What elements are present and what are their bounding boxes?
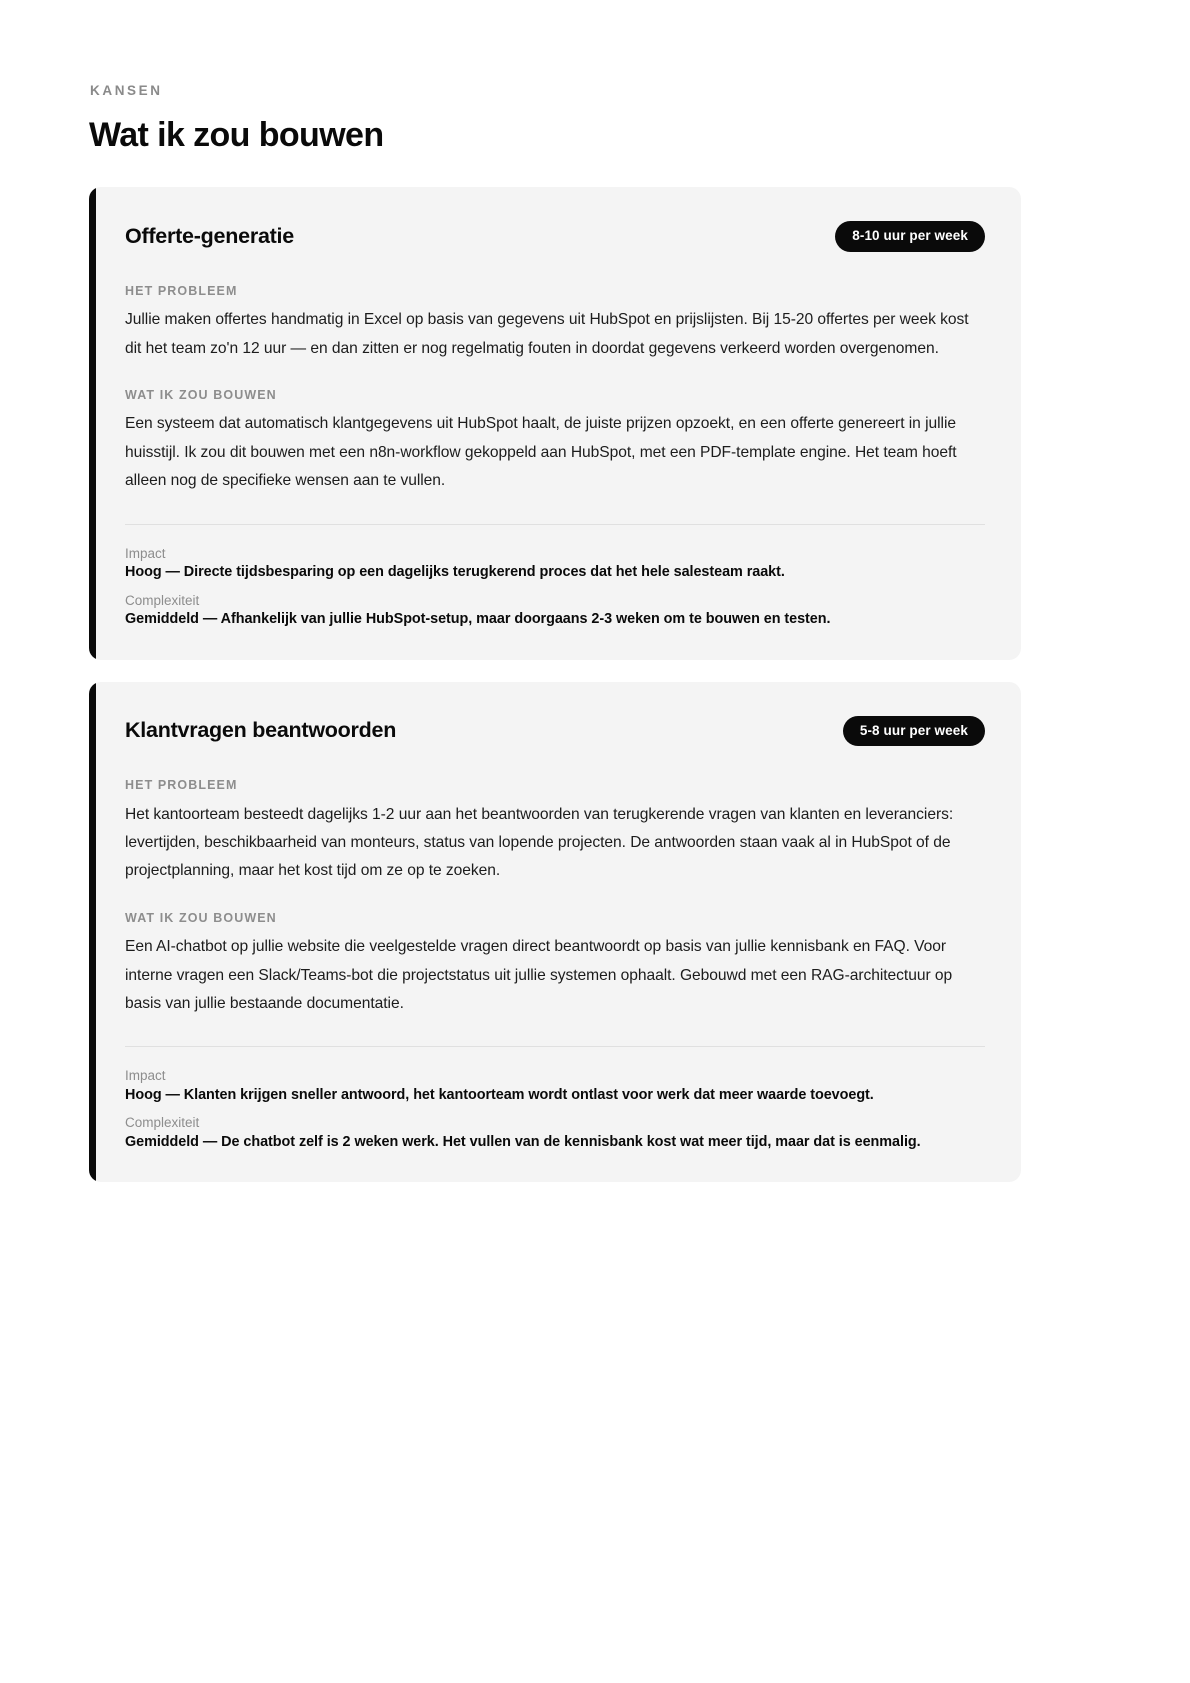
solution-text: Een AI-chatbot op jullie website die veelgestelde vragen direct beantwoordt op basis van jullie kennisbank en FAQ. Voor interne vragen een Slack/Teams-bot die projectstatus uit jullie systemen ophaalt. Gebouwd met een RAG-architectuur op basis van jullie bestaande documentatie. [125,938,953,1012]
impact-row [125,1066,985,1105]
complexity-row [125,591,985,630]
opportunity-card [89,187,1021,659]
impact-value: Hoog — Klanten krijgen sneller antwoord, het kantoorteam wordt ontlast voor werk dat meer waarde toevoegt. [125,1086,874,1103]
problem-section [125,285,985,363]
problem-text: Het kantoorteam besteedt dagelijks 1-2 uur aan het beantwoorden van terugkerende vragen van klanten en leveranciers: levertijden, beschikbaarheid van monteurs, status van lopende projecten. De antwoorden staan vaak al in HubSpot of de projectplanning, maar het kost tijd om ze op te zoeken. [125,805,954,880]
complexity-row [125,1113,985,1152]
page-title: Wat ik zou bouwen [89,115,384,154]
solution-text: Een systeem dat automatisch klantgegevens uit HubSpot haalt, de juiste prijzen opzoekt, en een offerte genereert in jullie huisstijl. Ik zou dit bouwen met een n8n-workflow gekoppeld aan HubSpot, met een PDF-template engine. Het team hoeft alleen nog de specifieke wensen aan te vullen. [125,415,957,490]
card-header [125,716,985,747]
solution-section [125,912,985,1019]
complexity-label: Complexiteit [125,592,200,608]
impact-label: Impact [125,1068,166,1084]
impact-value: Hoog — Directe tijdsbesparing op een dagelijks terugkerend proces dat het hele salesteam raakt. [125,564,785,581]
content-container [89,84,1021,1204]
impact-label: Impact [125,545,166,561]
section-eyebrow: KANSEN [90,83,163,98]
problem-section [125,779,985,886]
opportunity-card [89,682,1021,1183]
solution-section [125,389,985,496]
card-divider [125,524,985,525]
solution-label: WAT IK ZOU BOUWEN [125,910,277,925]
card-header [125,221,985,252]
problem-label: HET PROBLEEM [125,283,238,298]
card-title: Offerte-generatie [125,223,294,248]
time-saving-badge: 8-10 uur per week [835,221,985,252]
time-saving-badge: 5-8 uur per week [843,716,985,747]
complexity-value: Gemiddeld — De chatbot zelf is 2 weken werk. Het vullen van de kennisbank kost wat meer tijd, maar dat is eenmalig. [125,1133,921,1150]
impact-row [125,544,985,583]
solution-label: WAT IK ZOU BOUWEN [125,387,277,402]
problem-label: HET PROBLEEM [125,778,238,793]
card-accent-bar [89,682,96,1183]
complexity-value: Gemiddeld — Afhankelijk van jullie HubSpot-setup, maar doorgaans 2-3 weken om te bouwen en testen. [125,611,831,628]
card-accent-bar [89,187,96,659]
card-divider [125,1046,985,1047]
card-title: Klantvragen beantwoorden [125,717,397,742]
complexity-label: Complexiteit [125,1115,200,1131]
problem-text: Jullie maken offertes handmatig in Excel op basis van gegevens uit HubSpot en prijslijsten. Bij 15-20 offertes per week kost dit het team zo'n 12 uur — en dan zitten er nog regelmatig fouten in doordat gegevens verkeerd worden overgenomen. [125,311,969,357]
